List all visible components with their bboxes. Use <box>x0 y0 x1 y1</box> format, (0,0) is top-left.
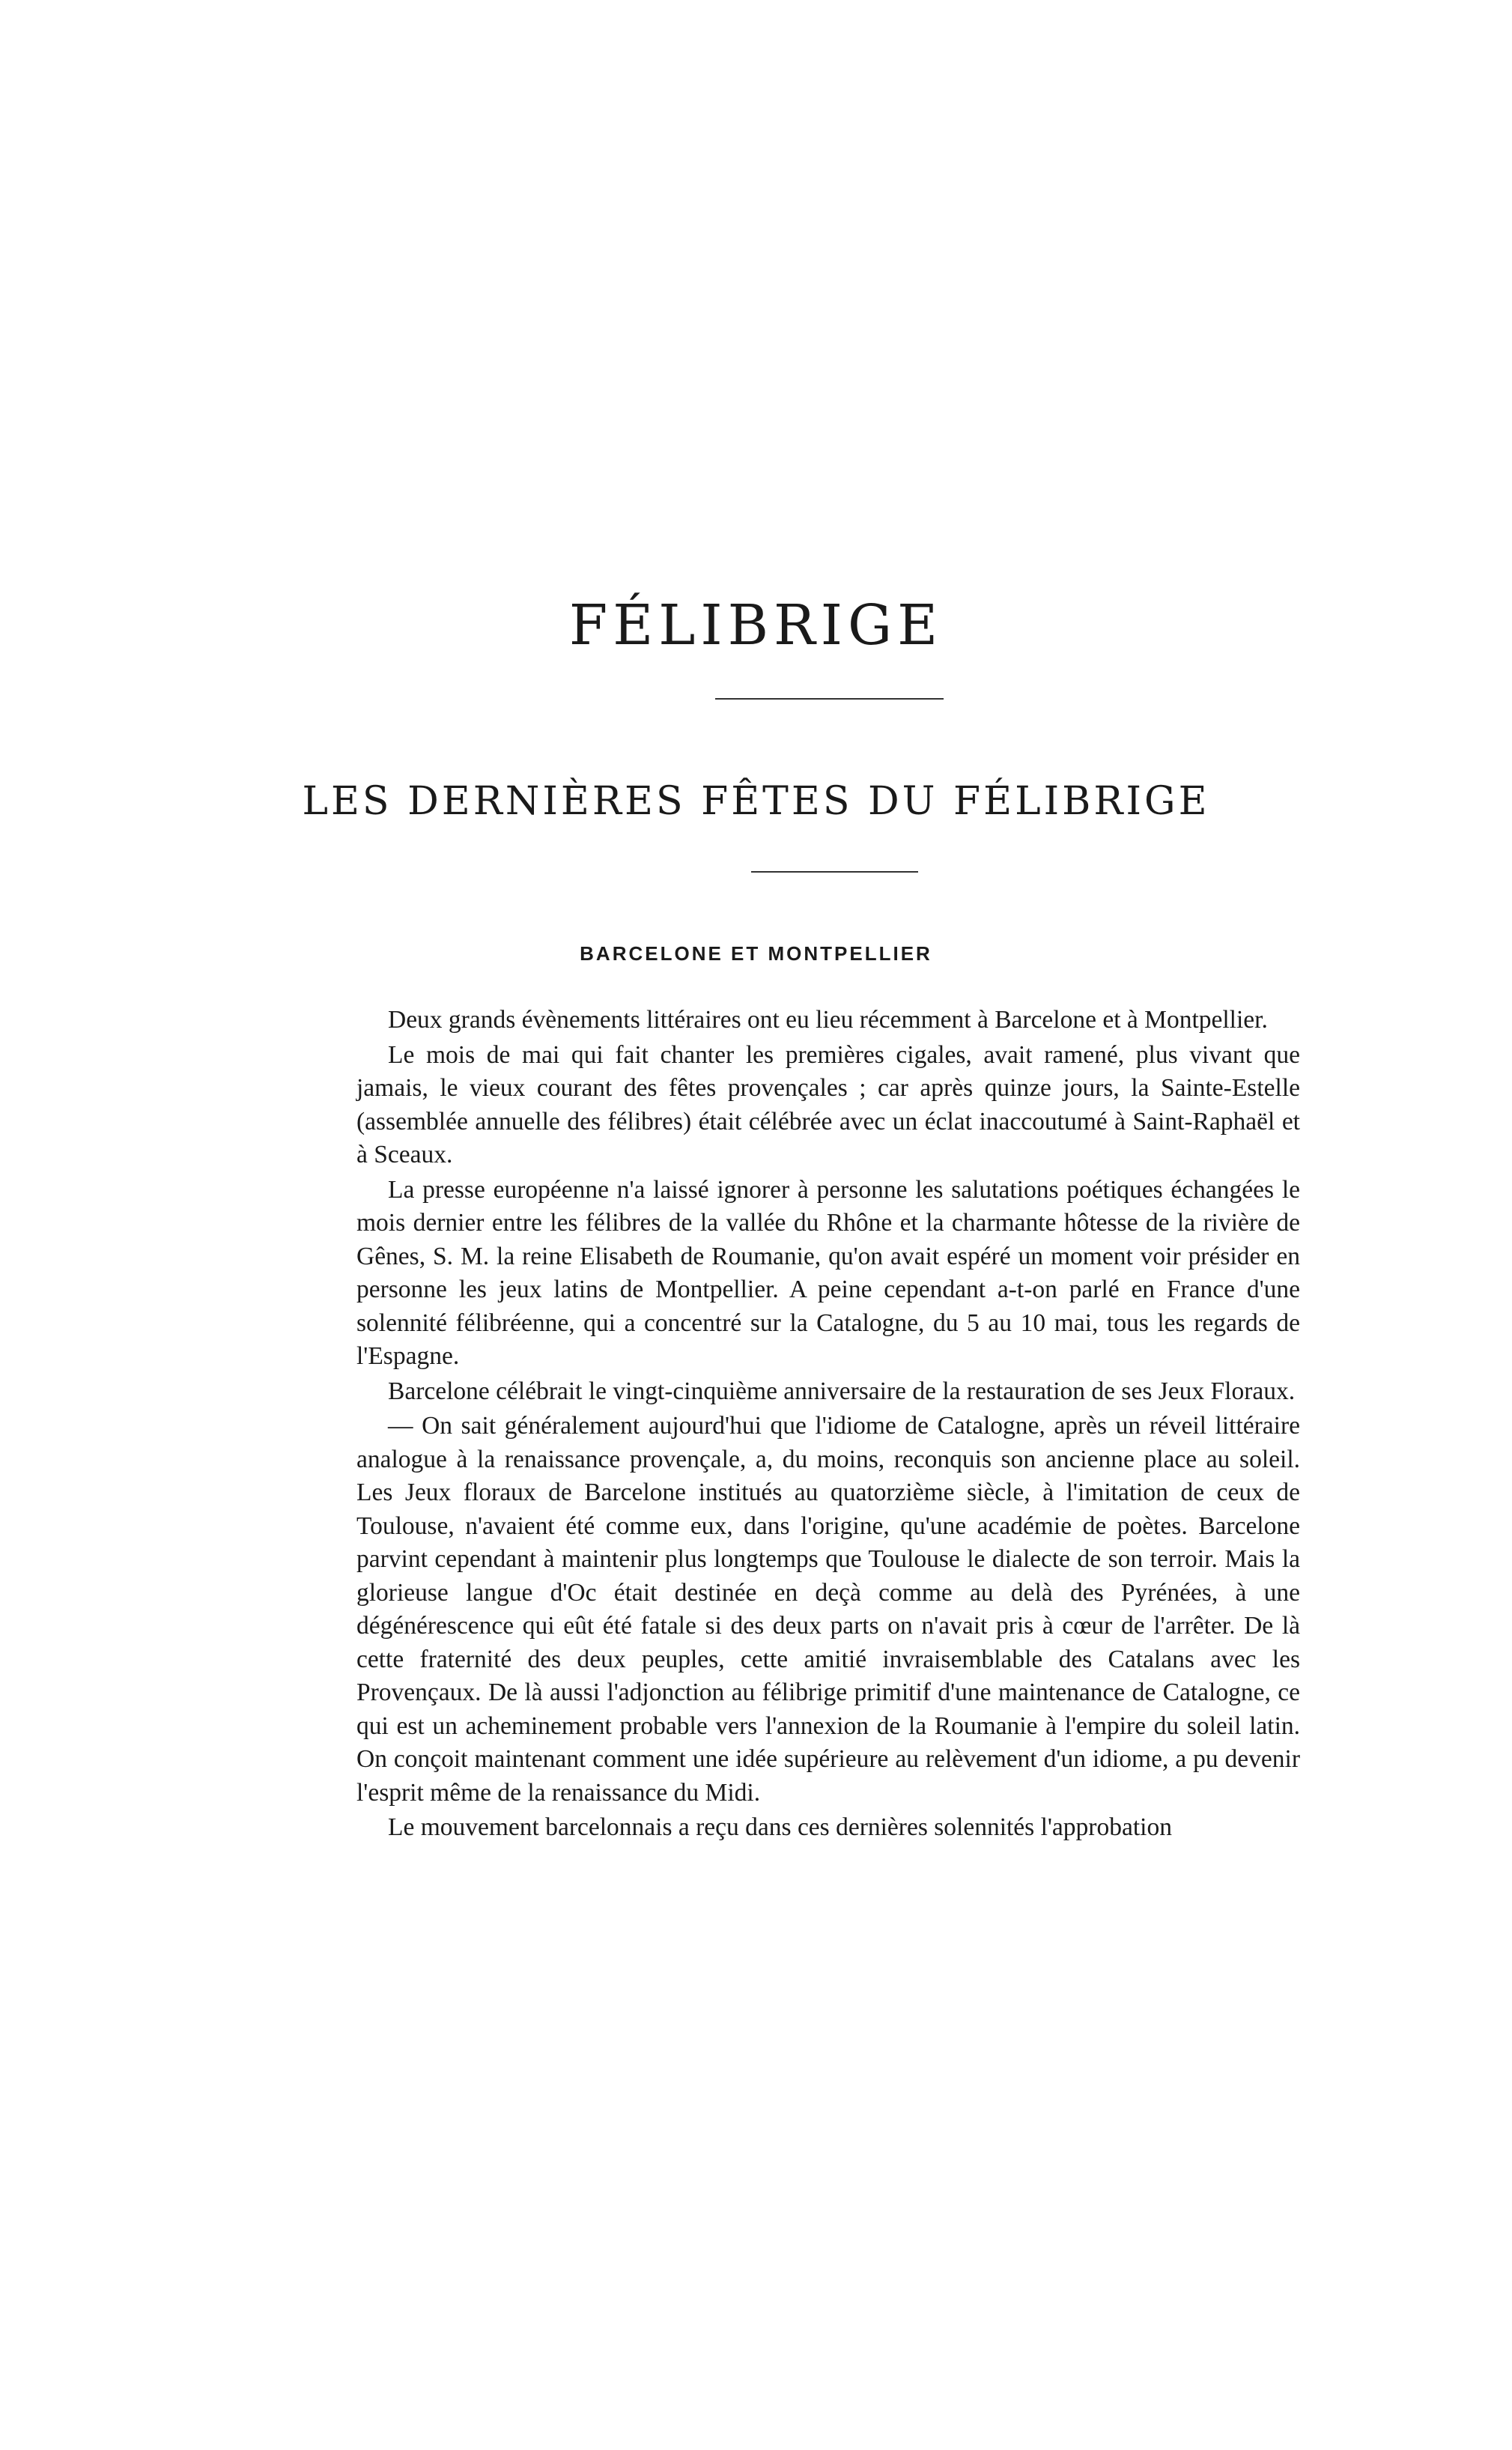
paragraph: Deux grands évènements littéraires ont eu lieu récemment à Barcelone et à Montpellier. <box>388 1006 1268 1034</box>
subtitle-divider <box>751 871 918 873</box>
title-divider <box>715 698 944 700</box>
article-body <box>356 1004 1300 1846</box>
paragraph: Barcelone célébrait le vingt-cinquième anniversaire de la restauration de ses Jeux Floraux. <box>388 1377 1296 1405</box>
paragraph: — On sait généralement aujourd'hui que l'idiome de Catalogne, après un réveil littéraire analogue à la renaissance provençale, a, du moins, reconquis son ancienne place au soleil. Les Jeux floraux de Barcelone institués au quatorzième siècle, à l'imitation de ceux de Toulouse, n'avaient été comme eux, dans l'origine, qu'une académie de poètes. Barcelone parvint cependant à maintenir plus longtemps que Toulouse le dialecte de son terroir. Mais la glorieuse langue d'Oc était destinée en deçà comme au delà des Pyrénées, à une dégénérescence qui eût été fatale si des deux parts on n'avait pris à cœur de l'arrêter. De là cette fraternité des deux peuples, cette amitié invraisemblable des Catalans avec les Provençaux. De là aussi l'adjonction au félibrige primitif d'une maintenance de Catalogne, ce qui est un acheminement probable vers l'annexion de la Roumanie à l'empire du soleil latin. On conçoit maintenant comment une idée supérieure au relèvement d'un idiome, a pu devenir l'esprit même de la renaissance du Midi. <box>356 1412 1300 1807</box>
section-heading: BARCELONE ET MONTPELLIER <box>580 942 932 965</box>
article-title: LES DERNIÈRES FÊTES DU FÉLIBRIGE <box>302 779 1210 824</box>
page-title: FÉLIBRIGE <box>568 593 944 658</box>
paragraph: La presse européenne n'a laissé ignorer à personne les salutations poétiques échangées le mois dernier entre les félibres de la vallée du Rhône et la charmante hôtesse de la rivière de Gênes, S. M. la reine Elisabeth de Roumanie, qu'on avait espéré un moment voir présider en personne les jeux latins de Montpellier. A peine cependant a-t-on parlé en France d'une solennité félibréenne, qui a concentré sur la Catalogne, du 5 au 10 mai, tous les regards de l'Espagne. <box>356 1175 1300 1370</box>
paragraph: Le mouvement barcelonnais a reçu dans ces dernières solennités l'approbation <box>388 1813 1172 1841</box>
paragraph: Le mois de mai qui fait chanter les premières cigales, avait ramené, plus vivant que jamais, le vieux courant des fêtes provençales ; car après quinze jours, la Sainte-Estelle (assemblée annuelle des félibres) était célébrée avec un éclat inaccoutumé à Saint-Raphaël et à Sceaux. <box>356 1040 1300 1168</box>
